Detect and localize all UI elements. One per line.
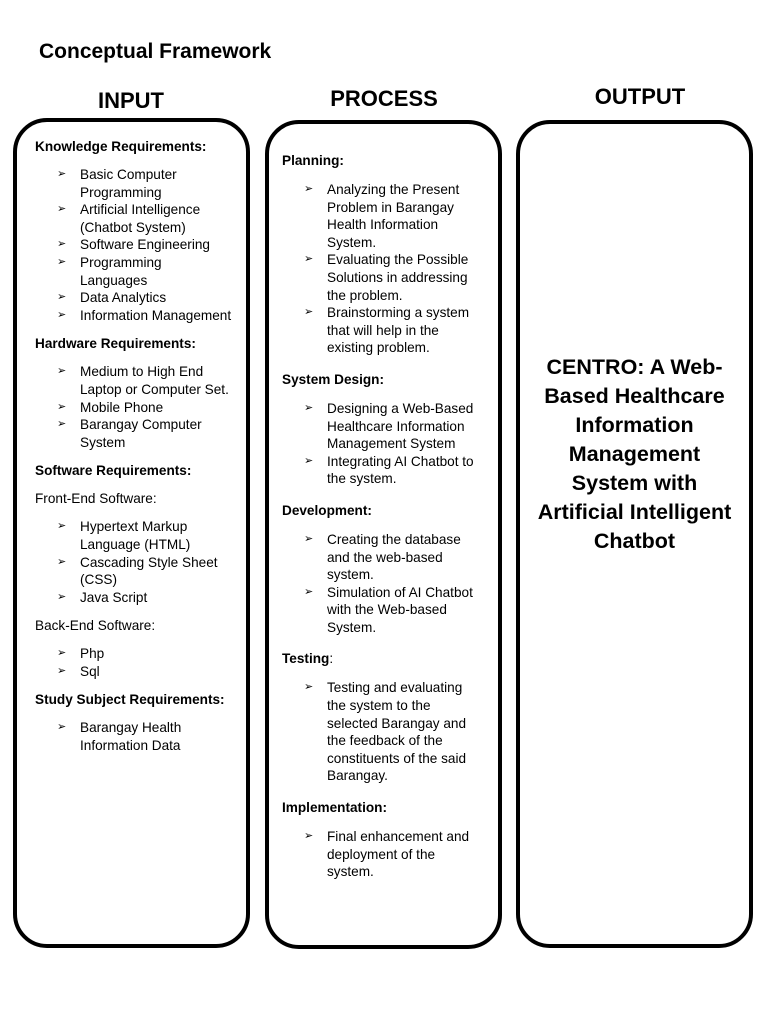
input-heading: INPUT [98,88,164,113]
list-item-text: Final enhancement and deployment of the system. [327,829,470,880]
section-heading-system-design [282,371,484,388]
list-item [35,289,232,307]
list-item [282,400,484,453]
list-item [35,236,232,254]
list-item-text: Creating the database and the web-based system. [327,531,461,583]
list-item-text: Information Management [80,307,232,323]
list-item [35,166,232,201]
section-heading-text: Development: [282,502,372,518]
section-heading-suffix: : [329,651,334,667]
list-item-text: Analyzing the Present Problem in Barangay Health Information System. [327,182,460,250]
list-item-text: Brainstorming a system that will help in the existing problem. [327,305,470,356]
arrow-bullet-icon: ➢ [57,365,67,378]
arrow-bullet-icon: ➢ [57,647,67,660]
input-box [13,118,250,948]
arrow-bullet-icon: ➢ [304,585,314,598]
list-item-text: Programming Languages [80,254,162,288]
list-item-text: Cascading Style Sheet (CSS) [80,554,218,588]
output-heading: OUTPUT [594,84,686,109]
list-item [35,201,232,236]
list-item-text: Software Engineering [80,237,210,253]
list-item-text: Php [80,646,105,662]
arrow-bullet-icon: ➢ [57,721,67,734]
arrow-bullet-icon: ➢ [304,183,314,195]
bullet-list [282,531,484,637]
arrow-bullet-icon: ➢ [304,401,314,414]
section-heading-text: Software Requirements: [35,463,192,479]
section-heading-planning [282,152,484,169]
arrow-bullet-icon: ➢ [304,306,314,319]
list-item [35,399,232,417]
output-box [516,120,753,948]
arrow-bullet-icon: ➢ [57,590,67,603]
section-heading-implementation [282,799,484,816]
arrow-bullet-icon: ➢ [304,253,314,266]
subsection-label-back-end-software: Back-End Software: [35,618,156,634]
arrow-bullet-icon: ➢ [57,255,67,268]
arrow-bullet-icon: ➢ [57,168,67,180]
section-heading-study-subject-requirements [35,691,232,708]
bullet-list [35,518,232,606]
list-item-text: Sql [80,663,100,679]
list-item [35,645,232,663]
list-item [282,828,484,881]
arrow-bullet-icon: ➢ [57,203,67,216]
list-item-text: Testing and evaluating the system to the selected Barangay and the feedback of the constituents of the said Barangay. [327,680,467,784]
section-heading-text: Planning: [282,153,344,168]
list-item [35,589,232,607]
list-item [35,663,232,681]
section-heading-text: Hardware Requirements: [35,336,196,352]
bullet-list [35,363,232,451]
list-item-text: Data Analytics [80,290,167,306]
bullet-list [282,400,484,488]
section-heading-text: System Design: [282,371,384,387]
section-heading-text: Study Subject Requirements: [35,692,225,708]
arrow-bullet-icon: ➢ [57,520,67,533]
list-item [35,307,232,325]
list-item [35,254,232,289]
list-item [282,181,484,251]
arrow-bullet-icon: ➢ [304,532,314,545]
list-item-text: Medium to High End Laptop or Computer Set. [80,364,229,397]
arrow-bullet-icon: ➢ [57,400,67,413]
arrow-bullet-icon: ➢ [304,830,314,843]
arrow-bullet-icon: ➢ [57,308,67,321]
list-item [35,416,232,451]
arrow-bullet-icon: ➢ [57,238,67,251]
bullet-list [282,828,484,881]
process-box [265,120,502,949]
list-item-text: Designing a Web-Based Healthcare Information Management System [327,400,474,452]
list-item-text: Basic Computer Programming [80,167,177,200]
arrow-bullet-icon: ➢ [57,418,67,431]
arrow-bullet-icon: ➢ [304,454,314,467]
page-title: Conceptual Framework [39,40,272,63]
list-item [35,518,232,553]
list-item [35,363,232,398]
list-item-text: Barangay Computer System [80,417,202,450]
list-item [282,531,484,584]
bullet-list [35,166,232,324]
section-heading-software-requirements [35,462,232,479]
process-heading: PROCESS [330,86,438,111]
list-item [282,453,484,488]
list-item-text: Integrating AI Chatbot to the system. [327,453,474,487]
list-item [282,304,484,357]
output-title: CENTRO: A Web-Based Healthcare Information Management System with Artificial Intelligent Chatbot [537,355,732,553]
list-item-text: Barangay Health Information Data [80,720,182,754]
list-item-text: Mobile Phone [80,399,164,415]
bullet-list [35,645,232,680]
list-item-text: Simulation of AI Chatbot with the Web-based System. [327,584,473,635]
bullet-list [282,181,484,357]
section-heading-development [282,502,484,519]
list-item [35,554,232,589]
list-item-text: Artificial Intelligence (Chatbot System) [80,202,201,235]
list-item-text: Hypertext Markup Language (HTML) [80,519,191,552]
arrow-bullet-icon: ➢ [57,291,67,304]
section-heading-hardware-requirements [35,335,232,352]
list-item [282,584,484,637]
list-item [282,251,484,304]
section-heading-text: Knowledge Requirements: [35,139,207,154]
arrow-bullet-icon: ➢ [57,555,67,568]
list-item [282,679,484,785]
list-item-text: Java Script [80,589,148,605]
arrow-bullet-icon: ➢ [57,664,67,677]
bullet-list [282,679,484,785]
section-heading-text: Implementation: [282,800,387,816]
section-heading-testing [282,650,484,667]
list-item-text: Evaluating the Possible Solutions in addressing the problem. [327,252,469,303]
section-heading-knowledge-requirements [35,138,232,155]
bullet-list [35,719,232,754]
list-item [35,719,232,754]
subsection-label-front-end-software: Front-End Software: [35,491,157,507]
arrow-bullet-icon: ➢ [304,681,314,694]
section-heading-text: Testing [282,651,330,667]
